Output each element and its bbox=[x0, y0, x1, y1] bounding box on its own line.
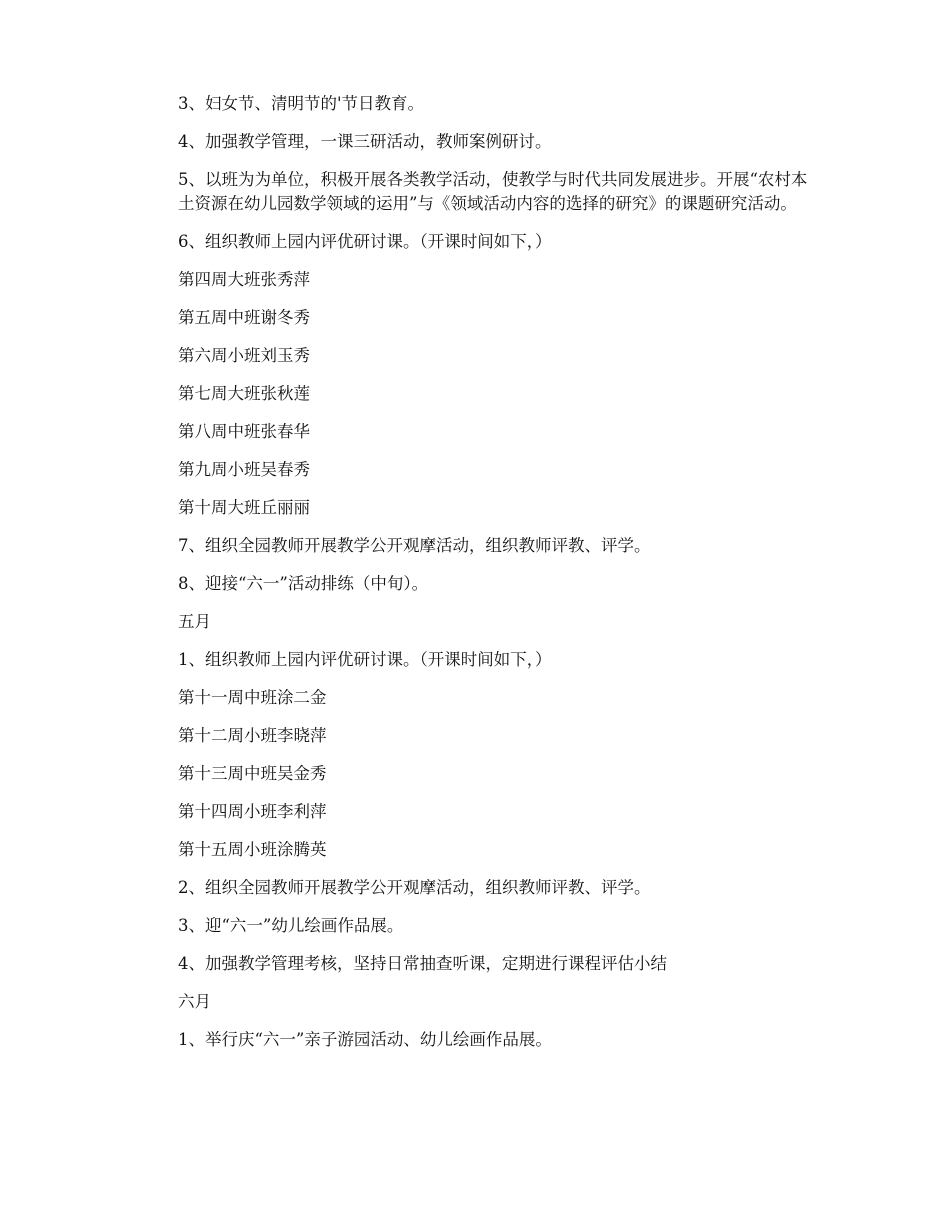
schedule-week-4: 第四周大班张秀萍 bbox=[178, 270, 310, 289]
schedule-week-11: 第十一周中班涂二金 bbox=[178, 688, 327, 707]
schedule-week-7: 第七周大班张秋莲 bbox=[178, 384, 310, 403]
section-heading-may: 五月 bbox=[178, 612, 211, 631]
paragraph-june-activity: 1、举行庆“六一”亲子游园活动、幼儿绘画作品展。 bbox=[178, 1030, 552, 1049]
schedule-week-10: 第十周大班丘丽丽 bbox=[178, 498, 310, 517]
paragraph-open-class-april: 6、组织教师上园内评优研讨课。（开课时间如下，） bbox=[178, 232, 552, 251]
paragraph-open-class-may: 1、组织教师上园内评优研讨课。（开课时间如下，） bbox=[178, 650, 552, 669]
schedule-week-6: 第六周小班刘玉秀 bbox=[178, 346, 310, 365]
paragraph-womens-day: 3、妇女节、清明节的'节日教育。 bbox=[178, 94, 425, 113]
paragraph-observation-april: 7、组织全园教师开展教学公开观摩活动，组织教师评教、评学。 bbox=[178, 536, 651, 555]
schedule-week-5: 第五周中班谢冬秀 bbox=[178, 308, 310, 327]
paragraph-assessment: 4、加强教学管理考核，坚持日常抽查听课，定期进行课程评估小结 bbox=[178, 954, 667, 973]
paragraph-class-activities: 5、以班为为单位，积极开展各类教学活动，使教学与时代共同发展进步。开展“农村本土资源在幼儿园数学领域的运用”与《领域活动内容的选择的研究》的课题研究活动。 bbox=[178, 170, 808, 213]
section-heading-june: 六月 bbox=[178, 992, 211, 1011]
schedule-week-15: 第十五周小班涂腾英 bbox=[178, 840, 327, 859]
paragraph-teaching-management: 4、加强教学管理，一课三研活动，教师案例研讨。 bbox=[178, 132, 552, 151]
paragraph-art-exhibition: 3、迎“六一”幼儿绘画作品展。 bbox=[178, 916, 404, 935]
schedule-week-13: 第十三周中班吴金秀 bbox=[178, 764, 327, 783]
schedule-week-12: 第十二周小班李晓萍 bbox=[178, 726, 327, 745]
schedule-week-9: 第九周小班吴春秀 bbox=[178, 460, 310, 479]
paragraph-observation-may: 2、组织全园教师开展教学公开观摩活动，组织教师评教、评学。 bbox=[178, 878, 651, 897]
schedule-week-14: 第十四周小班李利萍 bbox=[178, 802, 327, 821]
paragraph-rehearsal: 8、迎接“六一”活动排练（中旬）。 bbox=[178, 574, 429, 593]
schedule-week-8: 第八周中班张春华 bbox=[178, 422, 310, 441]
document-body bbox=[178, 92, 813, 1066]
